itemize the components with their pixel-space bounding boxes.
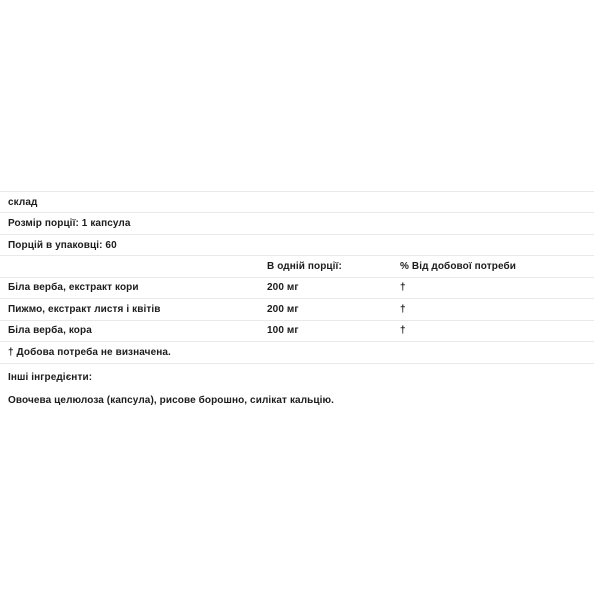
table-row-serving-size: [0, 212, 594, 233]
ingredient-daily-value: †: [400, 303, 406, 315]
footnote-text: † Добова потреба не визначена.: [8, 346, 171, 358]
ingredient-daily-value: †: [400, 282, 406, 294]
column-header-amount: В одній порції:: [267, 261, 342, 273]
table-row-title: [0, 191, 594, 212]
ingredient-amount: 200 мг: [267, 282, 299, 294]
ingredient-name: Біла верба, екстракт кори: [8, 282, 139, 294]
table-row-ingredient: [0, 298, 594, 319]
supplement-facts-table: [0, 191, 594, 364]
ingredient-name: Пижмо, екстракт листя і квітів: [8, 303, 161, 315]
ingredient-amount: 200 мг: [267, 303, 299, 315]
table-title: склад: [8, 196, 38, 208]
ingredient-name: Біла верба, кора: [8, 325, 92, 337]
serving-size-text: Розмір порції: 1 капсула: [8, 218, 131, 230]
ingredient-daily-value: †: [400, 325, 406, 337]
table-row-ingredient: [0, 320, 594, 341]
other-ingredients-value: Овочева целюлоза (капсула), рисове борошно, силікат кальцію.: [8, 395, 335, 406]
ingredient-amount: 100 мг: [267, 325, 299, 337]
column-header-daily-value: % Від добової потреби: [400, 261, 517, 273]
servings-per-container-text: Порцій в упаковці: 60: [8, 239, 117, 251]
other-ingredients-section: [0, 372, 334, 406]
table-row-footnote: [0, 341, 594, 362]
table-row-ingredient: [0, 277, 594, 298]
table-header-row: [0, 255, 594, 276]
table-row-servings-per-container: [0, 234, 594, 255]
other-ingredients-label: Інші інгредієнти:: [8, 372, 93, 383]
